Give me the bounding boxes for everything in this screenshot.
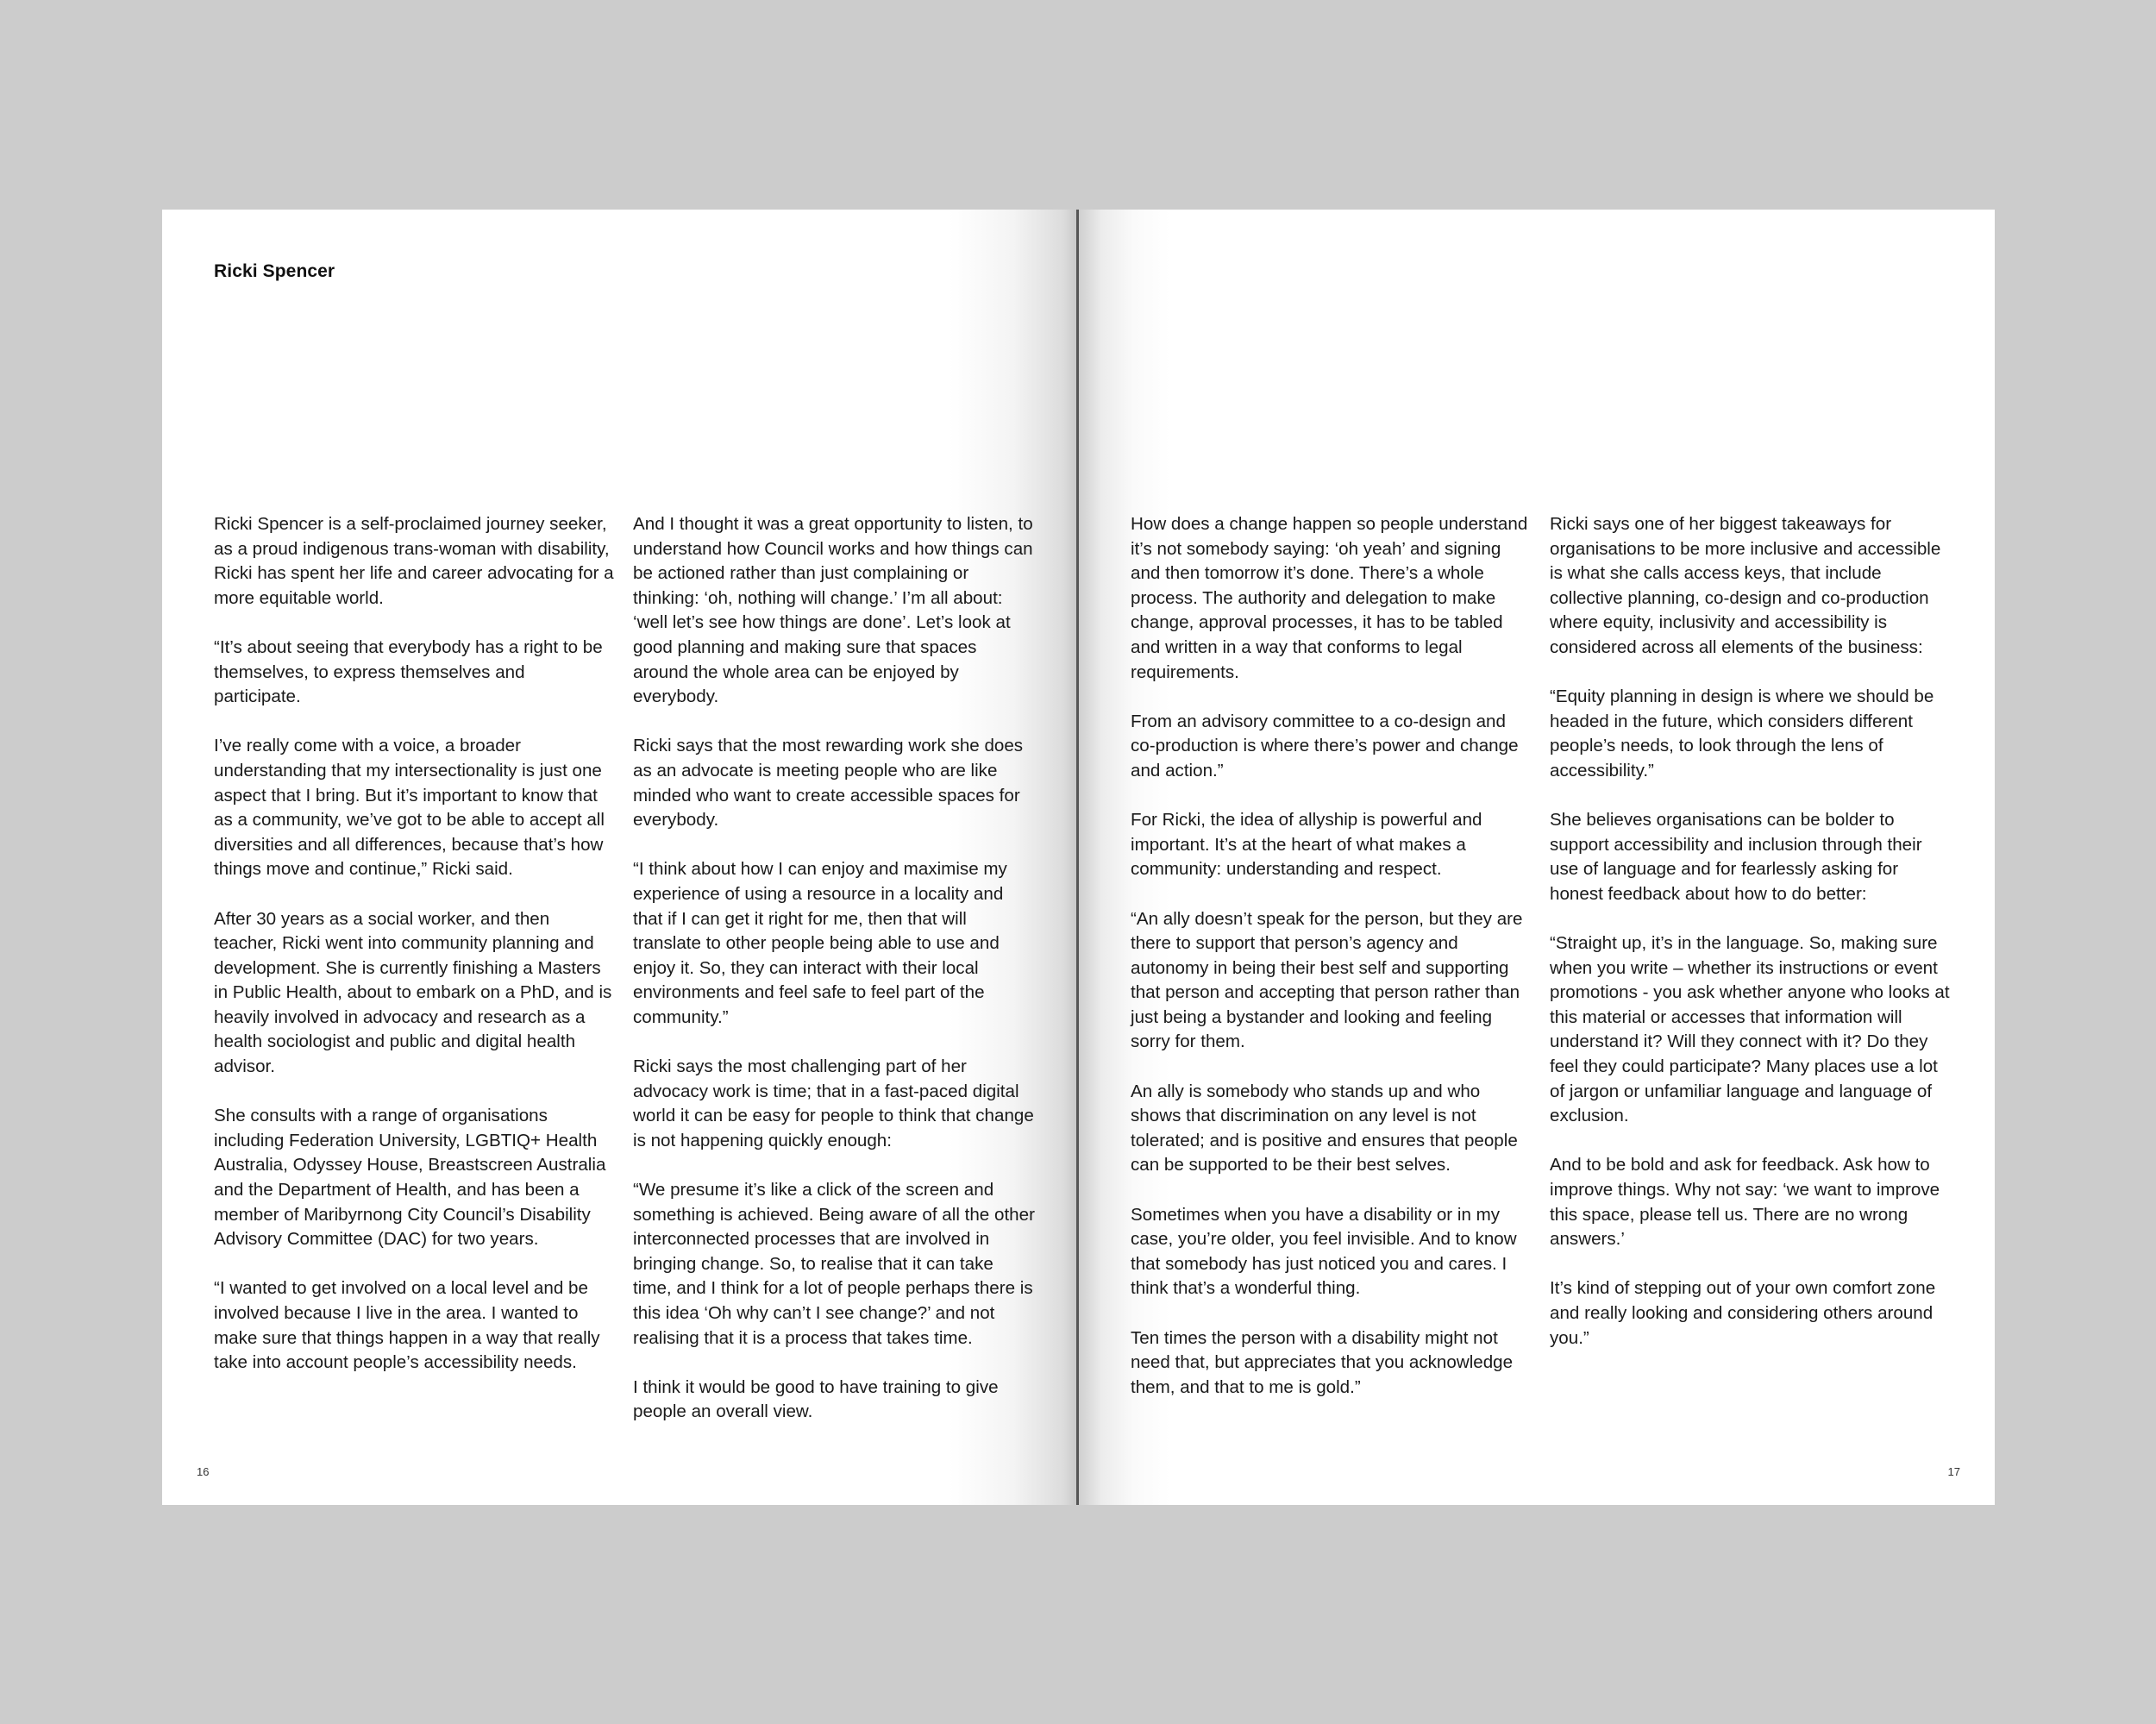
paragraph: And to be bold and ask for feedback. Ask how to improve things. Why not say: ‘we want to improve this space, please tell us. There are no wrong answers.’ [1550,1155,1940,1250]
paragraph: Ten times the person with a disability might not need that, but appreciates that you acknowledge them, and that to me is gold.” [1131,1327,1514,1397]
paragraph: How does a change happen so people understand it’s not somebody saying: ‘oh yeah’ and signing and then tomorrow it’s done. There’s a whole process. The authority and delegation to make change, approval processes, it has to be tabled and written in a way that conforms to legal requirements. [1131,514,1528,682]
paragraph: From an advisory committee to a co-design and co-production is where there’s power and change and action.” [1131,711,1519,781]
right-page [1079,210,1995,1505]
paragraph: Ricki says one of her biggest takeaways for organisations to be more inclusive and accessible is what she calls access keys, that include collective planning, co-design and co-production where equity, inclusivity and accessibility is considered across all elements of the business: [1550,514,1941,657]
page-number-left: 16 [197,1465,210,1478]
book-spread [162,210,1995,1505]
page-number-right: 17 [1947,1465,1960,1478]
paragraph: “An ally doesn’t speak for the person, but they are there to support that person’s agency and autonomy in being their best self and supporting that person and accepting that person rather than just being a bystander and looking and feeling sorry for them. [1131,908,1523,1052]
paragraph: After 30 years as a social worker, and then teacher, Ricki went into community planning and development. She is currently finishing a Masters in Public Health, about to embark on a PhD, and is heavily involved in advocacy and research as a health sociologist and public and digital health advisor. [214,908,612,1077]
left-page-column-2 [633,512,1035,1450]
paragraph: Ricki says the most challenging part of her advocacy work is time; that in a fast-paced digital world it can be easy for people to think that change is not happening quickly enough: [633,1056,1034,1150]
paragraph: “I wanted to get involved on a local level and be involved because I live in the area. I wanted to make sure that things happen in a way that really take into account people’s accessibility needs. [214,1278,600,1373]
paragraph: For Ricki, the idea of allyship is powerful and important. It’s at the heart of what makes a community: understanding and respect. [1131,810,1482,880]
paragraph: “We presume it’s like a click of the screen and something is achieved. Being aware of all the other interconnected processes that are involved in bringing change. So, to realise that it can take time, and I think for a lot of people perhaps there is this idea ‘Oh why can’t I see change?’ and not realising that it is a process that takes time. [633,1180,1035,1348]
right-page-column-1 [1131,512,1532,1425]
left-page-column-1 [214,512,616,1400]
paragraph: She consults with a range of organisations including Federation University, LGBTIQ+ Health Australia, Odyssey House, Breastscreen Australia and the Department of Health, and has been a member of Maribyrnong City Council’s Disability Advisory Committee (DAC) for two years. [214,1106,606,1250]
paragraph: “Straight up, it’s in the language. So, making sure when you write – whether its instructions or event promotions - you ask whether anyone who looks at this material or accesses that information will understand it? Will they connect with it? Do they feel they could participate? Many places use a lot of jargon or unfamiliar language and language of exclusion. [1550,933,1950,1126]
paragraph: “Equity planning in design is where we should be headed in the future, which considers different people’s needs, to look through the lens of accessibility.” [1550,686,1934,781]
paragraph: Ricki Spencer is a self-proclaimed journey seeker, as a proud indigenous trans-woman with disability, Ricki has spent her life and career advocating for a more equitable world. [214,514,614,608]
paragraph: And I thought it was a great opportunity to listen, to understand how Council works and how things can be actioned rather than just complaining or thinking: ‘oh, nothing will change.’ I’m all about: ‘well let’s see how things are done’. Let’s look at good planning and making sure that spaces around the whole area can be enjoyed by everybody. [633,514,1033,707]
paragraph: “I think about how I can enjoy and maximise my experience of using a resource in a locality and that if I can get it right for me, then that will translate to other people being able to use and enjoy it. So, they can interact with their local environments and feel safe to feel part of the community.” [633,859,1007,1027]
paragraph: Ricki says that the most rewarding work she does as an advocate is meeting people who are like minded who want to create accessible spaces for everybody. [633,736,1024,831]
paragraph: I think it would be good to have training to give people an overall view. [633,1376,999,1422]
paragraph: She believes organisations can be bolder to support accessibility and inclusion through their use of language and for fearlessly asking for honest feedback about how to do better: [1550,810,1922,904]
paragraph: Sometimes when you have a disability or in my case, you’re older, you feel invisible. And to know that somebody has just noticed you and cares. I think that’s a wonderful thing. [1131,1204,1517,1299]
paragraph: I’ve really come with a voice, a broader understanding that my intersectionality is just one aspect that I bring. But it’s important to know that as a community, we’ve got to be able to accept all diversities and all differences, because that’s how things move and continue,” Ricki said. [214,736,605,880]
left-page [162,210,1077,1505]
article-heading: Ricki Spencer [214,261,335,281]
paragraph: “It’s about seeing that everybody has a right to be themselves, to express themselves and participate. [214,636,603,707]
paragraph: An ally is somebody who stands up and who shows that discrimination on any level is not tolerated; and is positive and ensures that people can be supported to be their best selves. [1131,1081,1518,1175]
paragraph: It’s kind of stepping out of your own comfort zone and really looking and considering others around you.” [1550,1278,1936,1348]
right-page-column-2 [1550,512,1952,1376]
